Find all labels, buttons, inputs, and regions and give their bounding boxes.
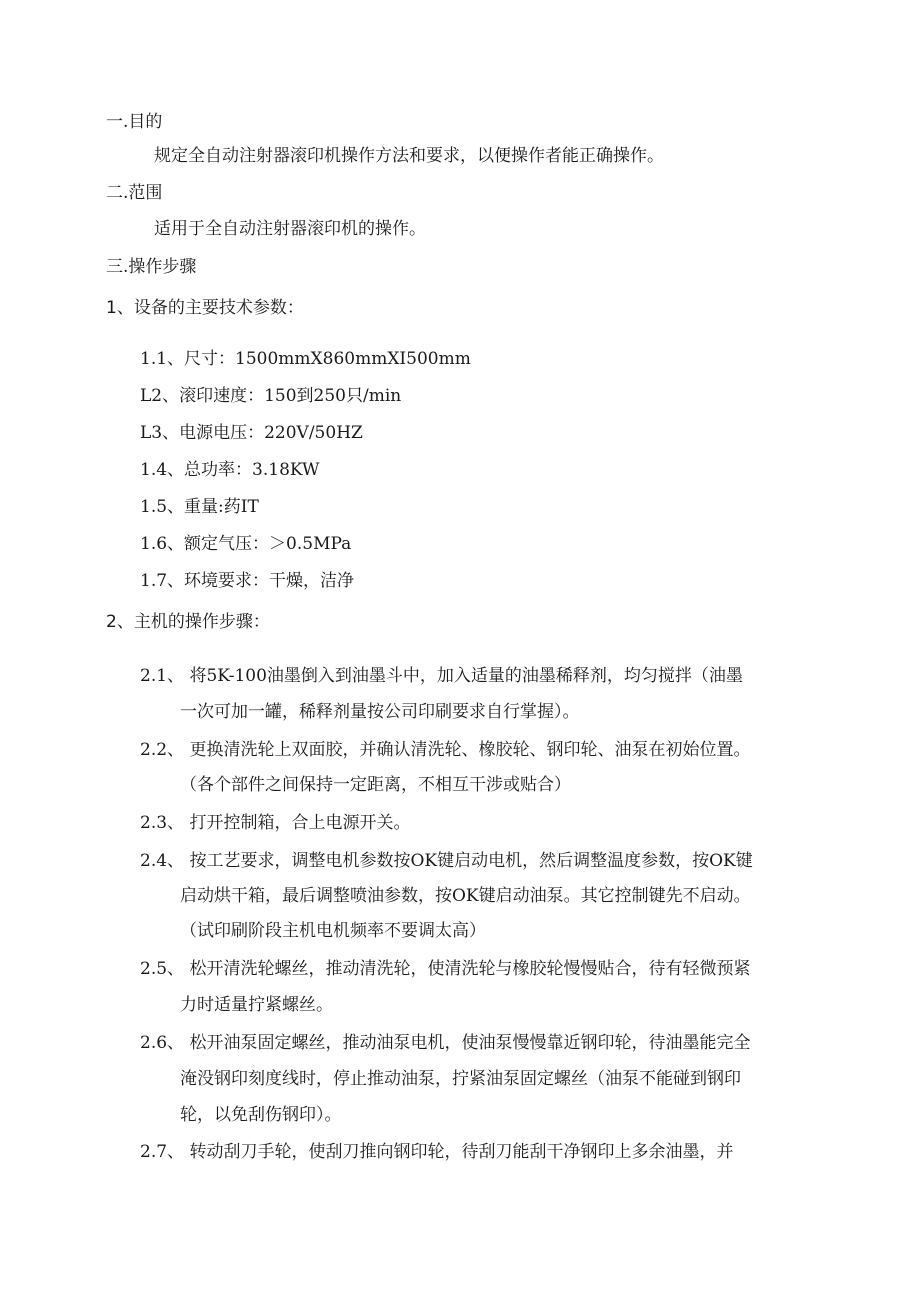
step-line: 2.6、 松开油泵固定螺丝，推动油泵电机，使油泵慢慢靠近钢印轮，待油墨能完全 xyxy=(140,1033,751,1053)
section-heading-steps: 三.操作步骤 xyxy=(106,257,197,277)
step-line: （试印刷阶段主机电机频率不要调太高） xyxy=(180,921,486,941)
spec-item: 1.5、重量:药IT xyxy=(140,497,259,517)
step-line: 力时适量拧紧螺丝。 xyxy=(180,995,333,1015)
step-line: 一次可加一罐，稀释剂量按公司印刷要求自行掌握）。 xyxy=(180,702,580,722)
spec-item: 1.1、尺寸：1500mmX860mmXI500mm xyxy=(140,349,471,369)
step-line: （各个部件之间保持一定距离，不相互干涉或贴合） xyxy=(180,775,571,795)
section-heading-purpose: 一.目的 xyxy=(106,112,163,132)
step-line: 2.4、 按工艺要求，调整电机参数按OK键启动电机，然后调整温度参数，按OK键 xyxy=(140,851,753,871)
step-line: 启动烘干箱，最后调整喷油参数，按OK键启动油泵。其它控制键先不启动。 xyxy=(180,886,751,906)
part1-heading: 1、设备的主要技术参数： xyxy=(106,298,304,318)
spec-item: 1.6、额定气压：＞0.5MPa xyxy=(140,534,352,554)
step-line: 轮，以免刮伤钢印）。 xyxy=(180,1105,342,1125)
step-line: 2.5、 松开清洗轮螺丝，推动清洗轮，使清洗轮与橡胶轮慢慢贴合，待有轻微预紧 xyxy=(140,959,751,979)
step-line: 淹没钢印刻度线时，停止推动油泵，拧紧油泵固定螺丝（油泵不能碰到钢印 xyxy=(180,1069,741,1089)
step-line: 2.2、 更换清洗轮上双面胶，并确认清洗轮、橡胶轮、钢印轮、油泵在初始位置。 xyxy=(140,740,751,760)
step-line: 2.7、 转动刮刀手轮，使刮刀推向钢印轮，待刮刀能刮干净钢印上多余油墨，并 xyxy=(140,1142,734,1162)
spec-item: 1.7、环境要求：干燥，洁净 xyxy=(140,571,355,591)
step-line: 2.1、 将5K-100油墨倒入到油墨斗中，加入适量的油墨稀释剂，均匀搅拌（油墨 xyxy=(140,666,743,686)
step-line: 2.3、 打开控制箱，合上电源开关。 xyxy=(140,813,411,833)
spec-item: 1.4、总功率：3.18KW xyxy=(140,460,320,480)
part2-heading: 2、主机的操作步骤： xyxy=(106,612,270,632)
section-heading-scope: 二.范围 xyxy=(106,183,163,203)
spec-item: L3、电源电压：220V/50HZ xyxy=(140,423,363,443)
section-body-purpose: 规定全自动注射器滚印机操作方法和要求，以便操作者能正确操作。 xyxy=(154,146,664,166)
section-body-scope: 适用于全自动注射器滚印机的操作。 xyxy=(154,219,426,239)
spec-item: L2、滚印速度：150到250只/min xyxy=(140,386,402,406)
